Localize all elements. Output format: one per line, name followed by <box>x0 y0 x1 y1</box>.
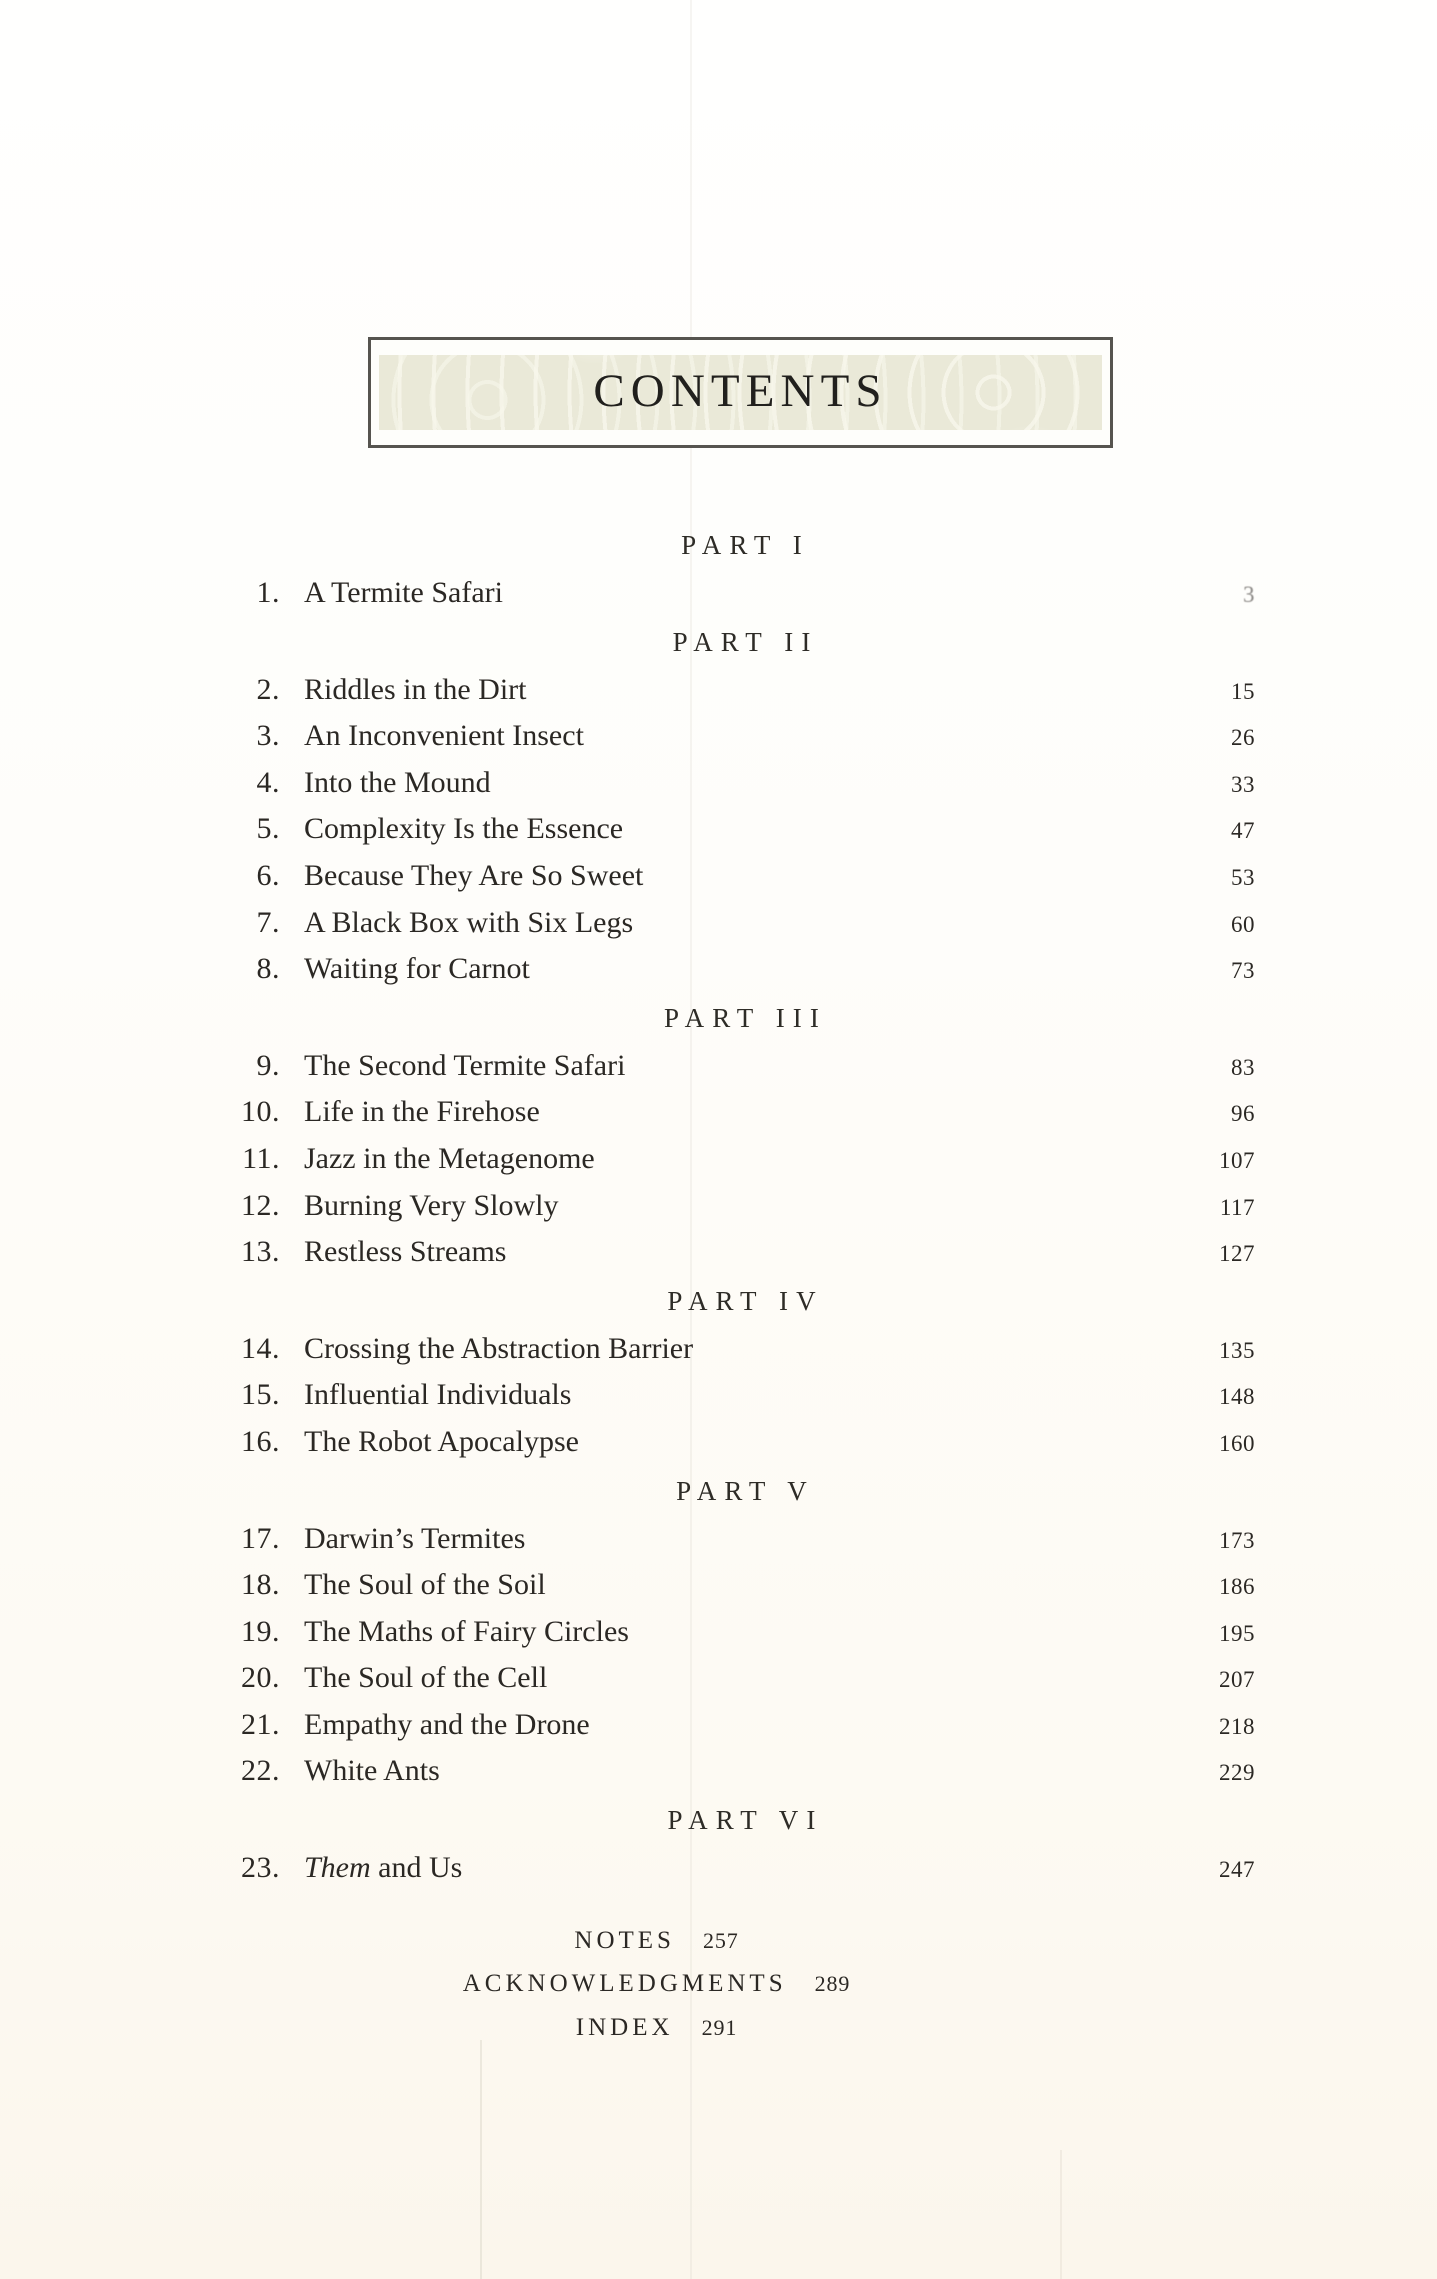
entry-number: 21. <box>241 1707 280 1741</box>
entry-page: 33 <box>1231 771 1255 797</box>
entry-title: Riddles in the Dirt <box>304 672 527 706</box>
entry-page: 247 <box>1219 1857 1255 1883</box>
back-matter-item <box>120 2006 1193 2050</box>
toc-entry <box>182 667 1255 714</box>
part-heading: PART VI <box>667 1805 824 1836</box>
entry-title: Influential Individuals <box>304 1378 572 1412</box>
entry-page: 229 <box>1219 1760 1255 1786</box>
toc-entry <box>182 1326 1255 1373</box>
entry-title: A Termite Safari <box>304 576 503 609</box>
entry-page: 160 <box>1219 1430 1255 1456</box>
page-title: CONTENTS <box>593 364 888 417</box>
entry-title: Restless Streams <box>304 1235 507 1269</box>
entry-number: 19. <box>241 1614 280 1648</box>
part-heading: PART V <box>676 1475 815 1506</box>
toc-entry <box>182 1419 1255 1466</box>
entry-page: 195 <box>1219 1620 1255 1646</box>
entry-title: Complexity Is the Essence <box>304 812 624 846</box>
entry-number: 5. <box>256 812 280 846</box>
entry-number: 7. <box>256 905 280 939</box>
part-heading: PART III <box>664 1002 827 1033</box>
back-matter-item <box>120 1962 1193 2006</box>
entry-number: 22. <box>241 1754 280 1788</box>
entry-page: 186 <box>1219 1574 1255 1600</box>
toc-entry <box>182 570 1255 617</box>
back-matter-item <box>120 1919 1193 1963</box>
entry-title: The Soul of the Cell <box>304 1661 548 1695</box>
toc-entry <box>182 1609 1255 1656</box>
entry-page: 107 <box>1219 1147 1255 1173</box>
toc-entry <box>182 1043 1255 1090</box>
toc-entry <box>182 1183 1255 1230</box>
entry-number: 18. <box>241 1568 280 1602</box>
entry-title: White Ants <box>304 1754 440 1788</box>
toc-entry <box>182 1655 1255 1702</box>
scan-streak <box>480 2040 482 2279</box>
entry-number: 12. <box>241 1188 280 1222</box>
entry-page: 83 <box>1231 1054 1255 1080</box>
back-matter-label: INDEX <box>575 2013 674 2041</box>
entry-page: 47 <box>1231 818 1255 844</box>
back-matter-page: 289 <box>814 1971 851 1997</box>
entry-title-segment: Them <box>304 1851 371 1885</box>
back-matter-page: 291 <box>701 2014 738 2040</box>
toc-content <box>182 520 1255 2049</box>
entry-title: The Second Termite Safari <box>304 1048 626 1082</box>
toc-entry <box>182 760 1255 807</box>
toc-entry <box>182 853 1255 900</box>
entry-number: 6. <box>256 858 280 892</box>
entry-number: 8. <box>256 952 280 986</box>
entry-number: 16. <box>241 1424 280 1458</box>
toc-entry <box>182 1748 1255 1795</box>
toc-entry <box>182 806 1255 853</box>
entry-number: 13. <box>241 1235 280 1269</box>
entry-number: 23. <box>241 1851 280 1885</box>
toc-entry <box>182 1516 1255 1563</box>
entry-number: 3. <box>256 719 280 753</box>
entry-page: 60 <box>1231 911 1255 937</box>
toc-entry <box>182 1089 1255 1136</box>
entry-number: 20. <box>241 1661 280 1695</box>
toc-entry <box>182 1136 1255 1183</box>
toc-entry <box>182 946 1255 993</box>
part-heading: PART IV <box>667 1285 824 1316</box>
entry-title <box>304 1845 1219 1892</box>
entry-page: 73 <box>1231 958 1255 984</box>
entry-title: The Soul of the Soil <box>304 1568 546 1602</box>
entry-page: 173 <box>1219 1527 1255 1553</box>
entry-number: 15. <box>241 1378 280 1412</box>
entry-page: 127 <box>1219 1241 1255 1267</box>
entry-page: 135 <box>1219 1337 1255 1363</box>
entry-title: The Robot Apocalypse <box>304 1424 579 1458</box>
scan-streak <box>1060 2150 1062 2279</box>
entry-title: An Inconvenient Insect <box>304 719 584 753</box>
entry-page: 53 <box>1231 864 1255 890</box>
toc-entry <box>182 713 1255 760</box>
entry-page: 218 <box>1219 1713 1255 1739</box>
back-matter-label: NOTES <box>574 1926 675 1954</box>
entry-page: 207 <box>1219 1667 1255 1693</box>
entry-title: Crossing the Abstraction Barrier <box>304 1331 694 1365</box>
entry-title: A Black Box with Six Legs <box>304 905 634 939</box>
entry-number: 1. <box>256 576 280 609</box>
toc-entry <box>182 1562 1255 1609</box>
entry-title: Into the Mound <box>304 765 491 799</box>
entry-number: 4. <box>256 765 280 799</box>
toc-entry <box>182 1372 1255 1419</box>
toc-entry <box>182 1702 1255 1749</box>
entry-title: Empathy and the Drone <box>304 1707 590 1741</box>
part-heading: PART I <box>681 530 810 560</box>
entry-title: Life in the Firehose <box>304 1095 540 1129</box>
entry-page: 117 <box>1219 1194 1255 1220</box>
entry-number: 10. <box>241 1095 280 1129</box>
back-matter-label: ACKNOWLEDGMENTS <box>462 1970 787 1998</box>
entry-number: 2. <box>256 672 280 706</box>
entry-number: 14. <box>241 1331 280 1365</box>
part-heading: PART II <box>672 626 819 657</box>
back-matter-page: 257 <box>702 1927 739 1953</box>
entry-title: The Maths of Fairy Circles <box>304 1614 629 1648</box>
entry-title: Because They Are So Sweet <box>304 858 644 892</box>
contents-box <box>368 337 1113 448</box>
entry-number: 17. <box>241 1521 280 1555</box>
entry-page: 26 <box>1231 725 1255 751</box>
entry-page: 148 <box>1219 1384 1255 1410</box>
entry-number: 9. <box>256 1048 280 1082</box>
toc-entry <box>182 1845 1255 1892</box>
entry-page: 96 <box>1231 1101 1255 1127</box>
entry-number: 11. <box>242 1141 280 1175</box>
entry-title: Burning Very Slowly <box>304 1188 559 1222</box>
toc-entry <box>182 900 1255 947</box>
entry-title: Jazz in the Metagenome <box>304 1141 595 1175</box>
back-matter <box>120 1919 1193 2050</box>
entry-page: 3 <box>1243 582 1255 607</box>
entry-title-segment: and Us <box>370 1851 463 1885</box>
entry-title: Darwin’s Termites <box>304 1521 526 1555</box>
entry-title: Waiting for Carnot <box>304 952 530 986</box>
toc-entry <box>182 1229 1255 1276</box>
entry-page: 15 <box>1231 678 1255 704</box>
